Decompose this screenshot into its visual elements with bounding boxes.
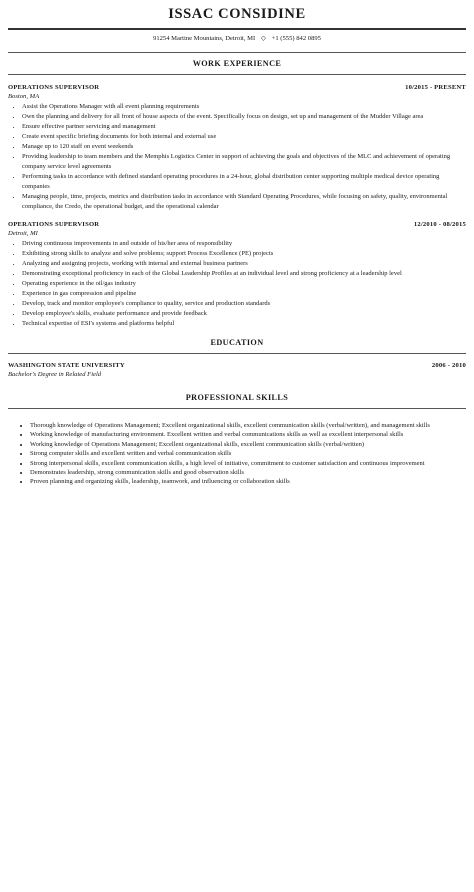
job-bullet: • Operating experience in the oil/gas industry (22, 279, 466, 289)
job-bullet-list (8, 239, 466, 329)
job-header (8, 84, 466, 92)
job-bullet: • Experience in gas compression and pipeline (22, 289, 466, 299)
job-bullet: • Develop employee's skills, evaluate performance and provide feedback (22, 309, 466, 319)
education-header (8, 362, 466, 370)
contact-divider (8, 52, 466, 53)
education-dates: 2006 - 2010 (431, 362, 466, 369)
contact-city: Detroit, MI (225, 35, 256, 42)
job-location: Boston, MA (8, 93, 40, 100)
section-divider-experience (8, 74, 466, 75)
job-header (8, 221, 466, 229)
job-bullet: • Demonstrating exceptional proficiency in each of the Global Leadership Profiles at an individual level and strong proficiency at a leadership level (22, 269, 466, 279)
skill-item: • Thorough knowledge of Operations Management; Excellent organizational skills, excellent communication skills (verbal/written), and management skills (30, 421, 466, 430)
contact-address: 91254 Martine Mountains, (153, 35, 224, 42)
job-title: OPERATIONS SUPERVISOR (8, 84, 100, 91)
job-entry (8, 84, 466, 212)
skill-item: • Strong interpersonal skills, excellent communication skills, a high level of initiative, commitment to customer satisfaction and continuous improvement (30, 459, 466, 468)
section-title-skills: PROFESSIONAL SKILLS (185, 393, 289, 402)
job-title: OPERATIONS SUPERVISOR (8, 221, 100, 228)
candidate-name: ISSAC CONSIDINE (168, 6, 306, 22)
job-bullet: • Driving continuous improvements in and outside of his/her area of responsibility (22, 239, 466, 249)
section-divider-skills (8, 408, 466, 409)
job-bullet: • Assist the Operations Manager with all event planning requirements (22, 102, 466, 112)
job-location: Detroit, MI (8, 230, 38, 237)
skills-list (8, 421, 466, 487)
job-bullet: • Providing leadership to team members and the Memphis Logistics Center in support of achieving the goals and objectives of the MLC and achievement of operating company service level agreements (22, 152, 466, 172)
education-degree: Bachelor's Degree in Related Field (8, 371, 102, 378)
job-bullet: • Create event specific briefing documents for both internal and external use (22, 132, 466, 142)
job-bullet: • Exhibiting strong skills to analyze and solve problems; support Process Excellence (PE) projects (22, 249, 466, 259)
job-bullet: • Technical expertise of ESI's systems and platforms helpful (22, 319, 466, 329)
job-bullet: • Own the planning and delivery for all front of house aspects of the event. Specifically focus on design, set up and management of the Mudder Village area (22, 112, 466, 122)
skill-item: • Working knowledge of manufacturing environment. Excellent written and verbal communications skills as well as excellent interpersonal skills (30, 430, 466, 439)
job-bullet-list (8, 102, 466, 212)
job-bullet: • Manage up to 120 staff on event weekends (22, 142, 466, 152)
section-divider-education (8, 353, 466, 354)
section-title-experience: WORK EXPERIENCE (192, 59, 282, 68)
header-divider (8, 28, 466, 30)
education-entry (8, 362, 466, 379)
contact-line (0, 35, 474, 43)
job-entry (8, 221, 466, 329)
skill-item: • Strong computer skills and excellent written and verbal communication skills (30, 449, 466, 458)
skill-item: • Demonstrates leadership, strong communication skills and good observation skills (30, 468, 466, 477)
contact-phone: +1 (555) 842 0895 (271, 35, 321, 42)
job-bullet: • Performing tasks in accordance with defined standard operating procedures in a 24-hour, global distribution center supporting multiple medical device operating companies (22, 172, 466, 192)
contact-separator: ◇ (260, 35, 266, 42)
skill-item: • Working knowledge of Operations Management; Excellent organizational skills, excellent communication skills (verbal/written) (30, 440, 466, 449)
job-bullet: • Managing people, time, projects, metrics and distribution tasks in accordance with Standard Operating Procedures, while focusing on safety, quality, environmental compliance, the Credo, the operational budget, and the operational calendar (22, 192, 466, 212)
job-bullet: • Ensure effective partner servicing and management (22, 122, 466, 132)
job-bullet: • Develop, track and monitor employee's compliance to quality, service and production standards (22, 299, 466, 309)
section-title-education: EDUCATION (210, 338, 264, 347)
job-dates: 12/2010 - 08/2015 (413, 221, 466, 228)
job-dates: 10/2015 - PRESENT (405, 84, 466, 91)
education-school: WASHINGTON STATE UNIVERSITY (8, 362, 125, 369)
skill-item: • Proven planning and organizing skills, leadership, teamwork, and influencing or collaboration skills (30, 477, 466, 486)
job-bullet: • Analyzing and assigning projects, working with internal and external business partners (22, 259, 466, 269)
